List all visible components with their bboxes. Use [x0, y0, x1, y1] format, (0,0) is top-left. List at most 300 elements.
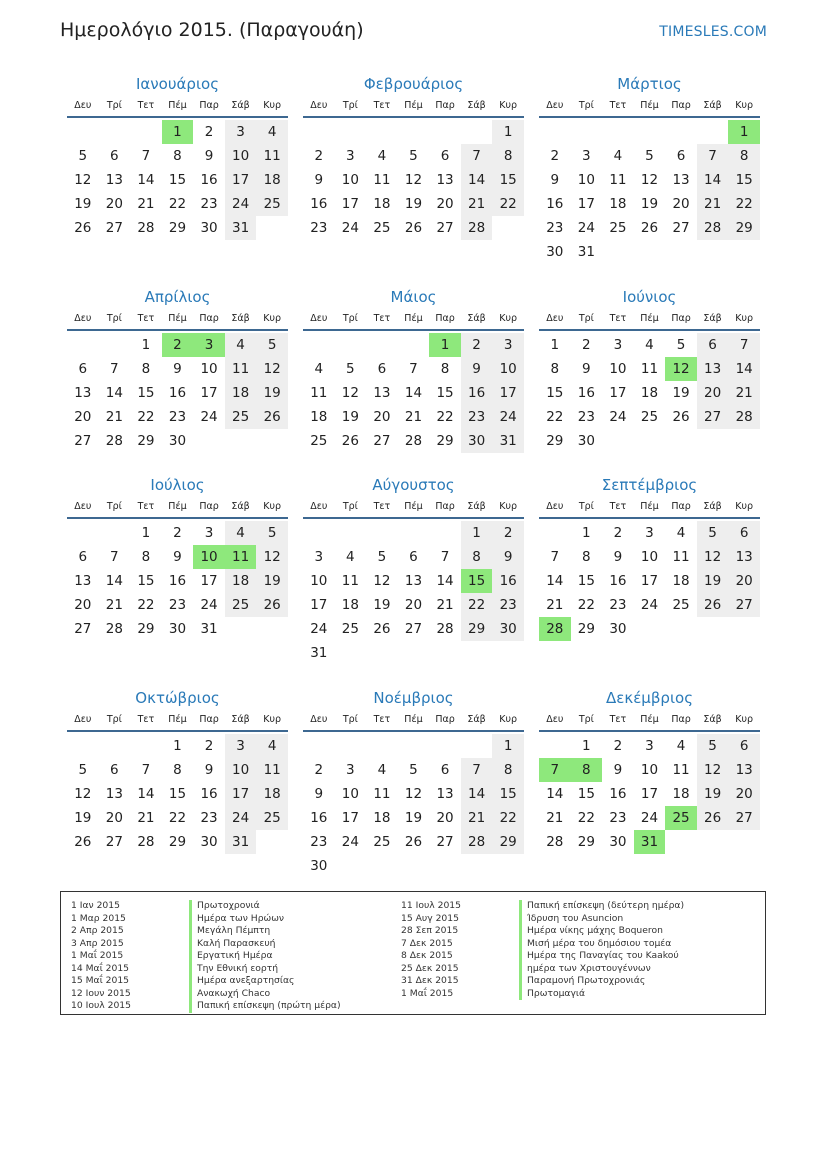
day-cell: 21 [404, 409, 423, 425]
day-cell: 19 [341, 409, 359, 425]
weekend-day-cell: 7 [697, 144, 729, 168]
day-cell: 21 [137, 810, 155, 826]
day-cell: 20 [436, 810, 454, 826]
weekend-day-cell: 25 [225, 405, 257, 429]
holiday-day-cell: 1 [728, 120, 760, 144]
day-cell: 6 [409, 549, 418, 565]
day-cell: 4 [346, 549, 355, 565]
day-cell: 8 [141, 361, 151, 377]
weekend-day-cell: 18 [225, 381, 257, 405]
empty-cell [366, 120, 398, 144]
weekend-day-cell: 29 [492, 830, 524, 854]
day-cell: 22 [168, 196, 187, 212]
day-cell: 14 [137, 172, 155, 188]
day-cell: 2 [173, 525, 182, 541]
weekend-day-cell: 3 [492, 333, 524, 357]
week-row [67, 357, 288, 381]
empty-cell [571, 120, 603, 144]
holiday-name: Την Εθνική εορτή [189, 963, 341, 976]
day-cell: 13 [436, 786, 454, 802]
day-cell: 25 [672, 597, 690, 613]
empty-cell [539, 120, 571, 144]
month-weeks [539, 734, 760, 854]
weekday-label: Παρ [199, 501, 219, 512]
day-cell: 19 [373, 597, 391, 613]
weekday-label: Κυρ [499, 714, 518, 725]
day-cell: 9 [204, 762, 214, 778]
week-row [539, 240, 760, 264]
holiday-name: Μισή μέρα του δημόσιου τομέα [519, 938, 684, 951]
weekday-label: Δευ [74, 501, 92, 512]
month-weeks [303, 521, 524, 665]
day-cell: 23 [168, 409, 187, 425]
holiday-date: 12 Ιουν 2015 [71, 987, 131, 999]
day-cell: 3 [645, 738, 654, 754]
day-cell: 31 [310, 645, 328, 661]
empty-cell [665, 120, 697, 144]
weekend-day-cell: 18 [256, 782, 288, 806]
weekday-label: Κυρ [735, 100, 754, 111]
weekend-day-cell: 19 [256, 569, 288, 593]
weekend-day-cell: 26 [256, 405, 288, 429]
week-row [303, 521, 524, 545]
day-cell: 6 [440, 762, 450, 778]
day-cell: 4 [676, 525, 686, 541]
day-cell: 24 [200, 409, 218, 425]
day-cell: 29 [137, 433, 155, 449]
weekday-label: Τρί [578, 501, 594, 512]
weekday-label: Δευ [546, 501, 564, 512]
week-row [67, 569, 288, 593]
day-cell: 30 [310, 858, 328, 874]
holiday-day-cell: 7 [539, 758, 571, 782]
day-cell: 11 [609, 172, 627, 188]
holiday-name: Μεγάλη Πέμπτη [189, 925, 341, 938]
weekday-label: Τετ [137, 501, 155, 512]
weekend-day-cell: 14 [728, 357, 760, 381]
day-cell: 6 [377, 361, 387, 377]
weekday-label: Τρί [106, 714, 122, 725]
day-cell: 27 [74, 621, 92, 637]
empty-cell [130, 120, 162, 144]
weekday-label: Δευ [546, 714, 564, 725]
weekend-day-cell: 4 [256, 734, 288, 758]
day-cell: 2 [314, 148, 324, 164]
day-cell: 13 [404, 573, 423, 589]
holiday-name: Ίδρυση του Asuncion [519, 913, 684, 926]
week-row [539, 168, 760, 192]
empty-cell [634, 429, 666, 453]
weekday-label: Κυρ [263, 714, 282, 725]
empty-cell [665, 429, 697, 453]
week-row [303, 734, 524, 758]
weekday-label: Πέμ [404, 100, 423, 111]
day-cell: 11 [310, 385, 328, 401]
month-name: Σεπτέμβριος [601, 476, 698, 494]
weekend-day-cell: 5 [697, 734, 729, 758]
day-cell: 30 [609, 834, 627, 850]
holiday-day-cell: 11 [225, 545, 257, 569]
week-row [303, 830, 524, 854]
day-cell: 18 [609, 196, 627, 212]
empty-cell [728, 429, 760, 453]
weekday-label: Δευ [310, 501, 328, 512]
empty-cell [99, 734, 131, 758]
weekend-day-cell: 27 [697, 405, 729, 429]
day-cell: 26 [640, 220, 659, 236]
weekday-label: Δευ [74, 313, 92, 324]
holiday-day-cell: 31 [634, 830, 666, 854]
holiday-name: Παπική επίσκεψη (δεύτερη ημέρα) [519, 900, 684, 913]
weekday-label: Κυρ [735, 313, 754, 324]
day-cell: 16 [200, 172, 218, 188]
holiday-date: 1 Ιαν 2015 [71, 900, 120, 911]
weekend-day-cell: 3 [225, 734, 257, 758]
day-cell: 3 [346, 148, 355, 164]
empty-cell [539, 734, 571, 758]
day-cell: 7 [141, 762, 151, 778]
day-cell: 28 [546, 834, 564, 850]
brand-logo[interactable]: TIMESLES.COM [659, 24, 767, 40]
weekend-day-cell: 1 [492, 120, 524, 144]
day-cell: 21 [546, 597, 564, 613]
holiday-date: 1 Μαρ 2015 [71, 912, 126, 924]
weekday-label: Τρί [342, 501, 358, 512]
day-cell: 8 [582, 549, 591, 565]
week-row [303, 429, 524, 453]
weekday-label: Κυρ [263, 501, 282, 512]
day-cell: 26 [404, 220, 423, 236]
weekday-header [539, 714, 760, 732]
holiday-day-cell: 28 [539, 617, 571, 641]
empty-cell [398, 120, 430, 144]
day-cell: 28 [436, 621, 454, 637]
weekend-day-cell: 15 [728, 168, 760, 192]
weekend-day-cell: 13 [697, 357, 729, 381]
day-cell: 19 [74, 196, 92, 212]
weekday-label: Πέμ [404, 501, 423, 512]
weekday-label: Πέμ [404, 313, 423, 324]
empty-cell [697, 240, 729, 264]
day-cell: 14 [546, 573, 564, 589]
weekend-day-cell: 26 [256, 593, 288, 617]
weekday-label: Δευ [546, 313, 564, 324]
day-cell: 19 [74, 810, 92, 826]
weekday-label: Πέμ [640, 501, 659, 512]
day-cell: 16 [609, 573, 627, 589]
month-calendar [539, 478, 760, 641]
weekday-label: Παρ [671, 100, 691, 111]
holiday-day-cell: 1 [162, 120, 194, 144]
day-cell: 31 [577, 244, 595, 260]
empty-cell [634, 240, 666, 264]
week-row [67, 758, 288, 782]
weekday-label: Σάβ [231, 100, 250, 111]
week-row [539, 357, 760, 381]
day-cell: 8 [173, 762, 182, 778]
day-cell: 6 [78, 361, 88, 377]
weekday-label: Κυρ [735, 501, 754, 512]
day-cell: 7 [110, 549, 119, 565]
day-cell: 30 [168, 621, 187, 637]
week-row [303, 381, 524, 405]
weekend-day-cell: 22 [461, 593, 493, 617]
day-cell: 10 [577, 172, 595, 188]
empty-cell [398, 854, 430, 878]
weekend-day-cell: 20 [728, 782, 760, 806]
weekday-header [67, 313, 288, 331]
day-cell: 5 [409, 148, 418, 164]
weekday-label: Κυρ [735, 714, 754, 725]
holiday-date: 15 Αυγ 2015 [401, 912, 459, 924]
week-row [303, 593, 524, 617]
weekend-day-cell: 28 [697, 216, 729, 240]
weekday-label: Δευ [310, 313, 328, 324]
weekday-label: Τετ [373, 714, 391, 725]
empty-cell [130, 734, 162, 758]
empty-cell [728, 617, 760, 641]
empty-cell [366, 854, 398, 878]
weekend-day-cell: 11 [256, 144, 288, 168]
empty-cell [256, 216, 288, 240]
day-cell: 25 [609, 220, 627, 236]
week-row [539, 545, 760, 569]
month-calendar [67, 478, 288, 641]
day-cell: 9 [613, 762, 623, 778]
empty-cell [728, 830, 760, 854]
holiday-name: Παραμονή Πρωτοχρονιάς [519, 975, 684, 988]
weekday-label: Κυρ [499, 501, 518, 512]
day-cell: 4 [676, 738, 686, 754]
weekend-day-cell: 1 [492, 734, 524, 758]
day-cell: 9 [613, 549, 623, 565]
day-cell: 29 [577, 834, 595, 850]
holiday-date: 31 Δεκ 2015 [401, 975, 459, 986]
day-cell: 11 [672, 549, 690, 565]
day-cell: 15 [168, 172, 187, 188]
weekend-day-cell: 6 [728, 521, 760, 545]
holiday-name: Ανακωχή Chaco [189, 988, 341, 1001]
day-cell: 18 [341, 597, 359, 613]
empty-cell [665, 617, 697, 641]
weekend-day-cell: 29 [728, 216, 760, 240]
weekend-day-cell: 12 [697, 758, 729, 782]
weekend-day-cell: 24 [225, 806, 257, 830]
week-row [539, 405, 760, 429]
day-cell: 10 [200, 361, 218, 377]
weekday-label: Τρί [106, 501, 122, 512]
weekend-day-cell: 22 [492, 192, 524, 216]
month-weeks [303, 333, 524, 453]
day-cell: 22 [168, 810, 187, 826]
month-weeks [539, 333, 760, 453]
empty-cell [256, 429, 288, 453]
day-cell: 24 [341, 834, 359, 850]
day-cell: 19 [640, 196, 659, 212]
day-cell: 18 [310, 409, 328, 425]
weekend-day-cell: 9 [492, 545, 524, 569]
empty-cell [461, 854, 493, 878]
day-cell: 9 [314, 786, 324, 802]
day-cell: 9 [173, 361, 182, 377]
weekday-label: Σάβ [231, 313, 250, 324]
month-name: Αύγουστος [372, 476, 455, 494]
day-cell: 4 [377, 148, 387, 164]
holiday-date: 11 Ιουλ 2015 [401, 900, 461, 911]
weekend-day-cell: 30 [461, 429, 493, 453]
weekend-day-cell: 17 [225, 168, 257, 192]
day-cell: 26 [404, 834, 423, 850]
week-row [539, 144, 760, 168]
weekend-day-cell: 25 [256, 192, 288, 216]
weekend-day-cell: 14 [697, 168, 729, 192]
holiday-name: Ημέρα νίκης μάχης Boqueron [519, 925, 684, 938]
empty-cell [697, 429, 729, 453]
weekday-label: Παρ [199, 100, 219, 111]
day-cell: 6 [110, 148, 119, 164]
empty-cell [366, 641, 398, 665]
weekday-label: Τετ [373, 100, 391, 111]
day-cell: 28 [137, 220, 155, 236]
day-cell: 5 [377, 549, 387, 565]
day-cell: 3 [582, 148, 591, 164]
week-row [539, 782, 760, 806]
week-row [67, 806, 288, 830]
day-cell: 6 [110, 762, 119, 778]
day-cell: 26 [672, 409, 690, 425]
day-cell: 27 [436, 834, 454, 850]
day-cell: 24 [640, 597, 659, 613]
weekday-label: Τετ [373, 313, 391, 324]
day-cell: 6 [78, 549, 88, 565]
weekend-day-cell: 24 [225, 192, 257, 216]
empty-cell [697, 120, 729, 144]
weekend-day-cell: 2 [461, 333, 493, 357]
empty-cell [67, 521, 99, 545]
weekday-label: Σάβ [231, 501, 250, 512]
weekend-day-cell: 11 [225, 357, 257, 381]
weekday-header [303, 501, 524, 519]
day-cell: 12 [373, 573, 391, 589]
weekday-label: Κυρ [263, 313, 282, 324]
holiday-day-cell: 8 [571, 758, 603, 782]
day-cell: 16 [310, 810, 328, 826]
weekend-day-cell: 7 [461, 758, 493, 782]
weekday-label: Τρί [342, 100, 358, 111]
day-cell: 27 [672, 220, 690, 236]
day-cell: 20 [672, 196, 690, 212]
day-cell: 29 [546, 433, 564, 449]
weekend-day-cell: 31 [492, 429, 524, 453]
weekday-label: Παρ [435, 501, 455, 512]
week-row [539, 333, 760, 357]
empty-cell [335, 521, 367, 545]
weekend-day-cell: 10 [225, 144, 257, 168]
weekend-day-cell: 19 [697, 569, 729, 593]
day-cell: 14 [105, 573, 123, 589]
week-row [67, 734, 288, 758]
day-cell: 2 [613, 738, 623, 754]
day-cell: 10 [640, 549, 659, 565]
day-cell: 3 [204, 525, 214, 541]
weekend-day-cell: 27 [728, 806, 760, 830]
week-row [67, 593, 288, 617]
weekend-day-cell: 19 [256, 381, 288, 405]
weekend-day-cell: 16 [492, 569, 524, 593]
empty-cell [461, 120, 493, 144]
empty-cell [492, 854, 524, 878]
day-cell: 27 [436, 220, 454, 236]
holiday-name: Ημέρα των Ηρώων [189, 913, 341, 926]
holiday-name: Παπική επίσκεψη (πρώτη μέρα) [189, 1000, 341, 1013]
week-row [303, 617, 524, 641]
day-cell: 30 [609, 621, 627, 637]
day-cell: 13 [74, 385, 92, 401]
weekday-label: Σάβ [703, 501, 722, 512]
holiday-date: 8 Δεκ 2015 [401, 950, 453, 961]
day-cell: 2 [204, 738, 214, 754]
empty-cell [429, 734, 461, 758]
holiday-date: 2 Απρ 2015 [71, 925, 124, 936]
weekday-label: Τρί [106, 100, 122, 111]
day-cell: 9 [314, 172, 324, 188]
holiday-date: 1 Μαΐ 2015 [71, 950, 124, 961]
empty-cell [429, 120, 461, 144]
empty-cell [461, 734, 493, 758]
month-calendar [303, 290, 524, 453]
day-cell: 17 [609, 385, 627, 401]
empty-cell [67, 734, 99, 758]
holiday-date: 25 Δεκ 2015 [401, 962, 459, 974]
weekday-label: Σάβ [467, 100, 486, 111]
day-cell: 31 [200, 621, 218, 637]
weekday-label: Πέμ [168, 100, 187, 111]
day-cell: 27 [105, 834, 123, 850]
holiday-name: Ημέρα ανεξαρτησίας [189, 975, 341, 988]
week-row [67, 381, 288, 405]
month-calendar [67, 290, 288, 453]
day-cell: 12 [74, 172, 92, 188]
weekday-label: Παρ [435, 313, 455, 324]
day-cell: 13 [672, 172, 690, 188]
day-cell: 3 [645, 525, 654, 541]
day-cell: 19 [672, 385, 690, 401]
weekday-header [67, 714, 288, 732]
weekday-label: Τρί [342, 313, 358, 324]
empty-cell [429, 854, 461, 878]
day-cell: 9 [582, 361, 591, 377]
day-cell: 14 [137, 786, 155, 802]
holiday-date: 10 Ιουλ 2015 [71, 1000, 131, 1011]
month-name: Οκτώβριος [135, 689, 220, 707]
weekday-label: Παρ [199, 714, 219, 725]
month-weeks [67, 333, 288, 453]
day-cell: 11 [341, 573, 359, 589]
week-row [67, 216, 288, 240]
empty-cell [366, 333, 398, 357]
empty-cell [366, 734, 398, 758]
day-cell: 6 [676, 148, 686, 164]
holiday-day-cell: 1 [429, 333, 461, 357]
month-weeks [67, 521, 288, 641]
week-row [303, 120, 524, 144]
week-row [539, 120, 760, 144]
day-cell: 17 [577, 196, 595, 212]
day-cell: 11 [640, 361, 659, 377]
empty-cell [697, 617, 729, 641]
day-cell: 23 [577, 409, 595, 425]
day-cell: 23 [168, 597, 187, 613]
